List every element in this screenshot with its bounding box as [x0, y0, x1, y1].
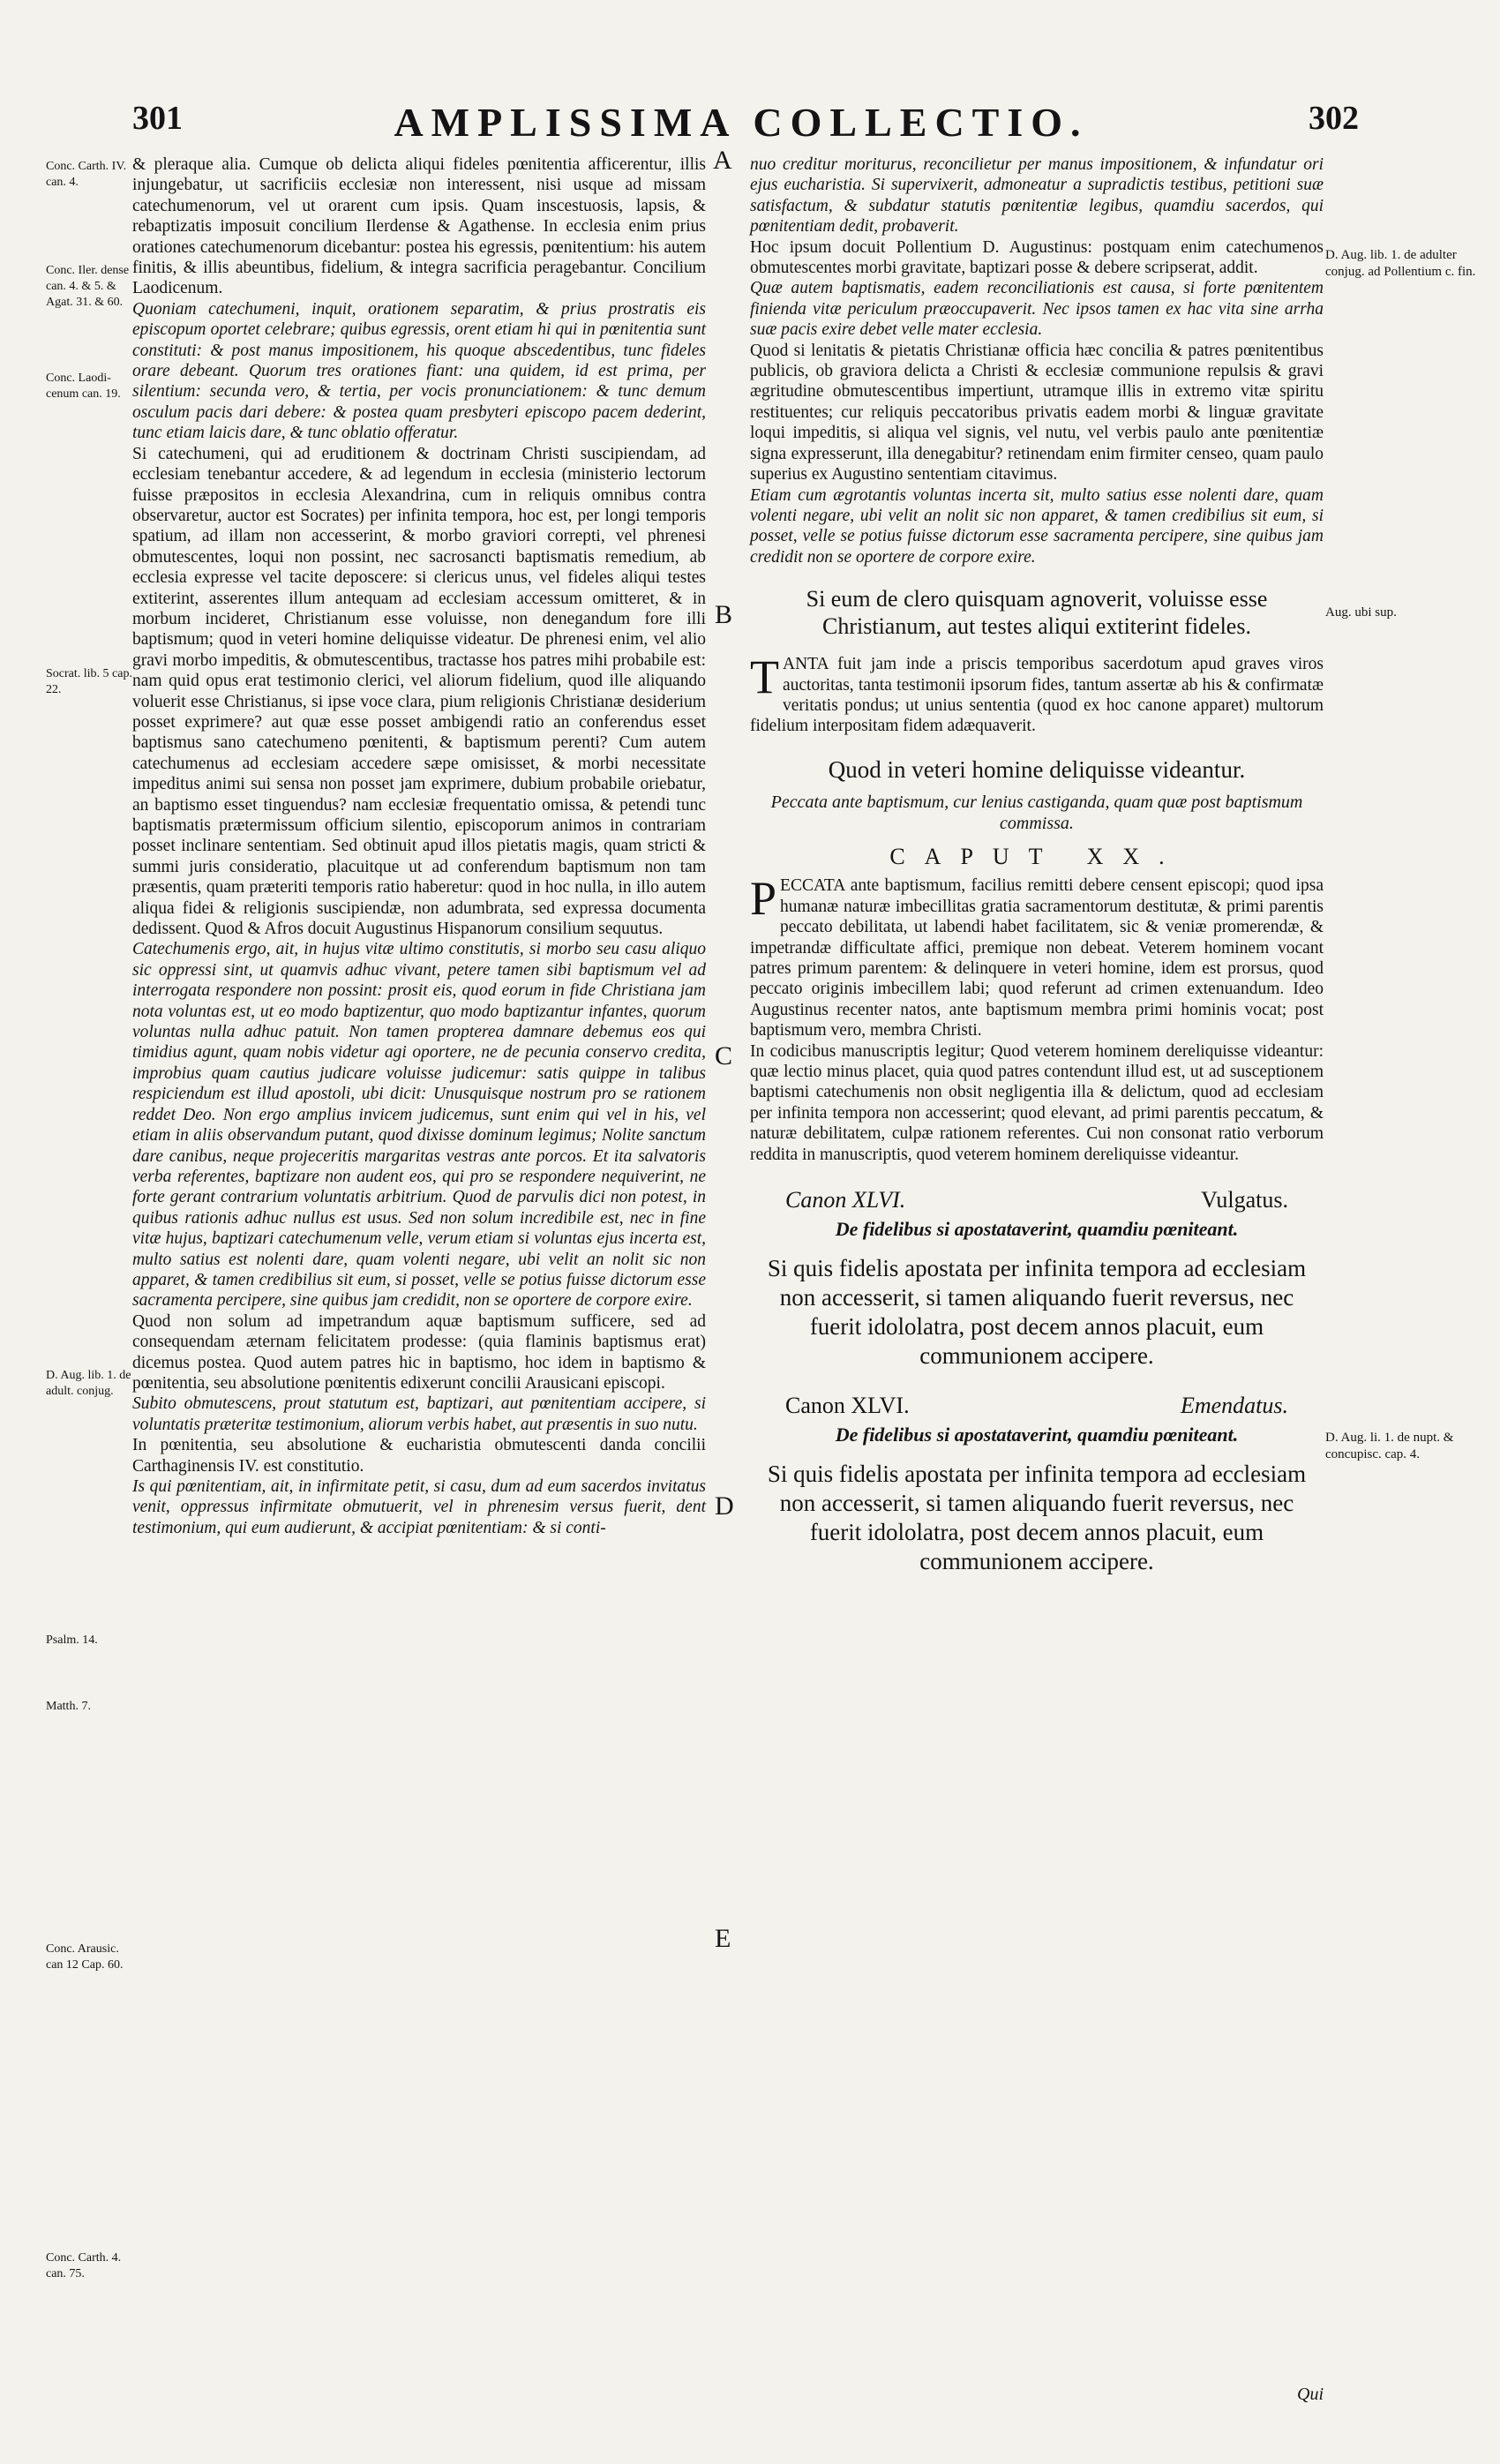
- canon-header: [785, 1187, 1288, 1213]
- paragraph: Hoc ipsum docuit Pollentium D. Augustinus: postquam enim catechumenos obmutescentes morbi gravitate, baptizari posse & debere scripserat, addit.: [750, 237, 1328, 278]
- canon-label: Canon XLVI.: [785, 1392, 910, 1418]
- margin-note: Conc. Carth. 4. can. 75.: [46, 2251, 122, 2280]
- section-heading: Si eum de clero quisquam agnoverit, voluisse esse Christianum, aut testes aliqui extiterint fideles.: [806, 586, 1268, 640]
- drop-cap: P: [750, 872, 777, 926]
- right-margin-notes: [1325, 159, 1493, 2453]
- right-column: [750, 154, 1328, 2414]
- margin-note: Conc. Carth. IV. can. 4.: [46, 160, 127, 189]
- paragraph-text: ANTA fuit jam inde a priscis temporibus sacerdotum apud graves viros auctoritas, tanta testimonii ipsorum fides, tantum assertæ ab his & confirmatæ veritatis pondus; ut unius sententia (quod ex hoc canone apparet) multorum fidelium interpositam fidem adæquaverit.: [750, 655, 1328, 736]
- catchword: Qui: [1297, 2384, 1324, 2404]
- margin-note: Aug. ubi sup.: [1325, 605, 1397, 620]
- margin-note: D. Aug. lib. 1. de adulter conjug. ad Pollentium c. fin.: [1325, 248, 1476, 279]
- section-heading: Quod in veteri homine deliquisse videantur.: [828, 755, 1246, 783]
- canon-header: [785, 1392, 1288, 1418]
- canon-version: Emendatus.: [1180, 1392, 1288, 1418]
- section-letter-c: C: [715, 1041, 733, 1070]
- drop-cap: T: [750, 650, 779, 704]
- page-header: [124, 99, 1359, 161]
- margin-note: Psalm. 14.: [46, 1634, 98, 1647]
- left-margin-notes: [46, 159, 134, 2453]
- section-letter-e: E: [715, 1924, 731, 1953]
- running-head: AMPLISSIMA COLLECTIO.: [394, 100, 1089, 145]
- margin-note: Conc. Arausic. can 12 Cap. 60.: [46, 1942, 124, 1972]
- paragraph: Quod non solum ad impetrandum aquæ baptismum sufficere, sed ad consequendam æternam felicitatem prodesse: (quia flaminis baptismus erat) dicemus postea. Quod autem patres hic in baptismo, hoc idem in baptismo & pœnitentia, seu absolutione pœnitentis edixerunt concilii Arausicani episcopi.: [132, 1311, 710, 1393]
- margin-note: Matth. 7.: [46, 1700, 91, 1713]
- paragraph: In codicibus manuscriptis legitur; Quod veterem hominem dereliquisse videantur: quæ lectio minus placet, quia quod patres contendunt illud est, ut ad susceptionem baptismi catechumenis non obsit negligentia illa & delictum, quod ad ecclesiam per infinita tempora non accesserint; quod elevant, ad primi parentis peccatum, & naturæ debilitatem, culpæ rationem referentes. Cui non consonat ratio verborum reddita in manuscriptis, quod veterem hominem dereliquisse videantur.: [750, 1041, 1328, 1164]
- quotation: nuo creditur moriturus, reconcilietur per manus impositionem, & infundatur ori ejus eucharistia. Si supervixerit, admoneatur a supradictis testibus, petitioni suæ satisfactum, & subdatur statutis pœnitentiæ legibus, quamdiu sacerdos, qui pœnitentiam dedit, probaverit.: [750, 155, 1328, 237]
- quotation: Etiam cum ægrotantis voluntas incerta sit, multo satius esse nolenti dare, quam volenti negare, ubi velit an nolit sic non apparet, & tamen credibilius sit eum, si posset, velle se potius fuisse dictorum esse sacramenta percipere, sine quibus jam credidit non se oportere de corpore exire.: [750, 485, 1328, 567]
- quotation: Quæ autem baptismatis, eadem reconciliationis est causa, si forte pœnitentem finienda vitæ periculum præoccupaverit. Nec ipsos tamen ex hac vita sine arrha suæ pacis exire debet velle mater ecclesia.: [750, 279, 1328, 340]
- quotation: Catechumenis ergo, ait, in hujus vitæ ultimo constitutis, si morbo seu casu aliquo sic oppressi sint, ut quamvis adhuc vivant, petere tamen sibi baptismum vel ad interrogata respondere non possint: prosit eis, quod eorum in fide Christiana jam nota voluntas est, ut eo modo baptizentur, quo modo baptizantur infantes, quorum voluntas nulla adhuc patuit. Non tamen propterea damnare debemus eos qui timidius agunt, quam nobis videtur agi oportere, ne de pecunia conservo credita, improbius quam cautius judicare voluisse judicemur: satis quippe in talibus respiciendum est illud apostoli, ubi dicit: Unusquisque nostrum pro se rationem reddet Deo. Non ergo amplius invicem judicemus, sunt enim qui vel in his, vel etiam in aliis observandum putant, quod dixisse dominum legimus; Nolite sanctum dare canibus, neque projeceritis margaritas vestras ante porcos. Et ita salvatoris verba referentes, baptizare non audent eos, qui pro se respondere nequiverint, ne forte gerant contrarium voluntatis arbitrium. Quod de parvulis dici non potest, in quibus rationis adhuc nullus est usus. Sed non solum incredibile est, nec in fine vitæ hujus, baptizari catechumenum velle, verum etiam si voluntas ejus incerta est, multo satius est nolenti dare, quam volenti negare, ubi velit an nolit sic non apparet, & tamen credibilius sit eum, si posset, velle se potius fuisse dictorum esse sacramenta percipere, sine quibus jam credidit, non se oportere de corpore exire.: [132, 940, 710, 1311]
- canon-label: Canon XLVI.: [785, 1187, 906, 1213]
- paragraph: Quod si lenitatis & pietatis Christianæ officia hæc concilia & patres pœnitentibus publicis, ob graviora delicta a Christi & ecclesiæ communione repulsis & gravi ægritudine obmutescentibus impertiunt, utramque illis in extremo vitæ spiritu restituentes; cur reliquis peccatoribus privatis eadem morbi & linguæ gravitate loqui impeditis, si aliqua vel signis, vel nutu, vel verbis paulo ante pœnitentiæ signa expresserunt, illa denegabitur? retinendam enim firmiter censeo, quam paulo superius ex Augustino sententiam citavimus.: [750, 341, 1328, 485]
- left-column: [132, 154, 710, 2414]
- chapter-number: CAPUT XX.: [889, 843, 1184, 869]
- quotation: Subito obmutescens, prout statutum est, baptizari, aut pœnitentiam accipere, si voluntatis præteritæ testimonium, aliorum verbis habet, aut præsentis in suo nutu.: [132, 1394, 710, 1434]
- canon-text: Si quis fidelis apostata per infinita tempora ad ecclesiam non accesserit, si tamen aliquando fuerit reversus, nec fuerit idololatra, post decem annos placuit, eum communionem accipere.: [767, 1254, 1307, 1369]
- canon-title: De fidelibus si apostataverint, quamdiu pœniteant.: [835, 1218, 1239, 1241]
- margin-note: D. Aug. li. 1. de nupt. & concupisc. cap. 4.: [1325, 1431, 1454, 1461]
- section-letter-d: D: [715, 1491, 734, 1521]
- section-letter-a: A: [713, 146, 732, 175]
- paragraph-with-dropcap: [750, 872, 1328, 1040]
- chapter-summary: Peccata ante baptismum, cur lenius castiganda, quam quæ post baptismum commissa.: [770, 793, 1303, 833]
- page-number-right: 302: [1309, 100, 1359, 137]
- margin-note: Conc. Iler. dense can. 4. & 5. & Agat. 31. & 60.: [46, 264, 130, 309]
- paragraph-text: ECCATA ante baptismum, facilius remitti debere censent episcopi; quod ipsa humanæ naturæ imbecillitas gratia sacramentorum destitutæ, & primi parentis peccato debilitata, ut labendi habet facilitatem, sic & veniæ promerendæ, & impetrandæ difficultate affici, premique non debeat. Veterem hominem vocant patres primum parentem: & delinquere in veteri homine, idem est prorsus, quod peccato originis imbecillem labi; quod referunt ad crimen extenuandum. Ideo Augustinus recenter natos, ante baptismum membra primi hominis vocat; post baptismum vero, membra Christi.: [750, 876, 1328, 1040]
- quotation: Is qui pœnitentiam, ait, in infirmitate petit, si casu, dum ad eum sacerdos invitatus venit, oppressus infirmitate obmutuerit, vel in phrenesim versus fuerit, dent testimonium, qui eum audierunt, & accipiat pœnitentiam: & si conti-: [132, 1477, 710, 1537]
- margin-note: Conc. Laodi- cenum can. 19.: [46, 372, 121, 401]
- canon-title: De fidelibus si apostataverint, quamdiu pœniteant.: [835, 1424, 1239, 1446]
- paragraph: In pœnitentia, seu absolutione & eucharistia obmutescenti danda concilii Carthaginensis IV. est constitutio.: [132, 1436, 710, 1476]
- canon-version: Vulgatus.: [1201, 1187, 1288, 1213]
- paragraph: & pleraque alia. Cumque ob delicta aliqui fideles pœnitentia afficerentur, illis injungebatur, ut sacrificiis ecclesiæ non interessent, nisi usque ad missam catechumenorum, vel ut orarent cum ipsis. Quam inscestuosis, lapsis, & rebaptizatis imposuit concilium Ilerdense & Agathense. In ecclesia enim prius orationes catechumenorum dicebantur: postea his egressis, pœnitentium: his autem finitis, & illis abeuntibus, fidelium, & integra sacrificia peragebantur. Concilium Laodicenum.: [132, 155, 710, 298]
- section-letter-b: B: [715, 600, 733, 629]
- page-number-left: 301: [132, 100, 183, 137]
- margin-note: Socrat. lib. 5 cap. 22.: [46, 667, 132, 696]
- paragraph-with-dropcap: [750, 650, 1328, 737]
- margin-note: D. Aug. lib. 1. de adult. conjug.: [46, 1369, 131, 1398]
- quotation: Quoniam catechumeni, inquit, orationem separatim, & prius prostratis eis episcopum oportet celebrare; quibus egressis, orent etiam hi qui in pœnitentia sunt constituti: & post manus impositionem, his quoque abscedentibus, tunc fideles orare debeant. Quorum tres orationes fiant: una quidem, id est prima, per silentium: secunda vero, & tertia, per vocis pronunciationem: & tunc demum osculum pacis dari debere: & postea quam presbyteri episcopo pacem dederint, tunc etiam laicis dare, & tunc oblatio offeratur.: [132, 299, 710, 443]
- canon-text: Si quis fidelis apostata per infinita tempora ad ecclesiam non accesserit, si tamen aliquando fuerit reversus, nec fuerit idololatra, post decem annos placuit, eum communionem accipere.: [767, 1460, 1307, 1574]
- paragraph: Si catechumeni, qui ad eruditionem & doctrinam Christi suscipiendam, ad ecclesiam tenebantur accedere, & ad legendum in ecclesia (ministerio lectorum fuisse præpositos in ecclesia Alexandrina, cum in reliquis omnibus contra observaretur, auctor est Socrates) per infinita tempora, hoc est, per longi temporis spatium, ad illam non accesserint, & morbo graviori correpti, vel phrenesi obmutescentes, loqui non possint, nec sacrosancti baptismatis remedium, ab ecclesia expresse vel tacite deposcere: si clericus unus, vel fideles aliqui testes extiterint, asserentes illum antequam ad ecclesiam accessum omitteret, & in morbum incideret, Christianum esse voluisse, non denegandum fore illi baptismum; quod in veteri homine deliquisse videatur. De phrenesi enim, vel alio gravi morbo impeditis, & obmutescentibus, tractasse hos patres mihi probabile est: nam quid opus erat testimonio clerici, vel aliorum fidelium, quod ille aliquando voluerit esse Christianus, si ipse voce clara, pium religionis Christianæ desiderium posset exprimere? aut quæ esse posset ambigendi ratio an conferendus esset baptismus sano catechumeno pœnitenti, & baptismum perenti? Cum autem catechumenus ad ecclesiam accedere sæpe omisisset, & morbi necessitate impeditus animi sui sensa non posset jam exprimere, dubium probabile oriebatur, an baptismo esset tinguendus? nam ecclesiæ frequentatio omissa, & petendi tunc baptismatis prætermissum officium silentio, episcoporum animos in contrariam posset inclinare sententiam. Sed obtinuit apud illos pietatis magis, quam stricti & summi juris consideratio, placuitque ut ad conferendum baptismum non tam præsentis, quam præteriti temporis ratio haberetur: quod in hoc nulla, in illo autem aliqua fidei & religionis suscipiendæ, non adumbrata, sed expressa documenta dedissent. Quod & Afros docuit Augustinus Hispanorum consilium sequutus.: [132, 444, 710, 939]
